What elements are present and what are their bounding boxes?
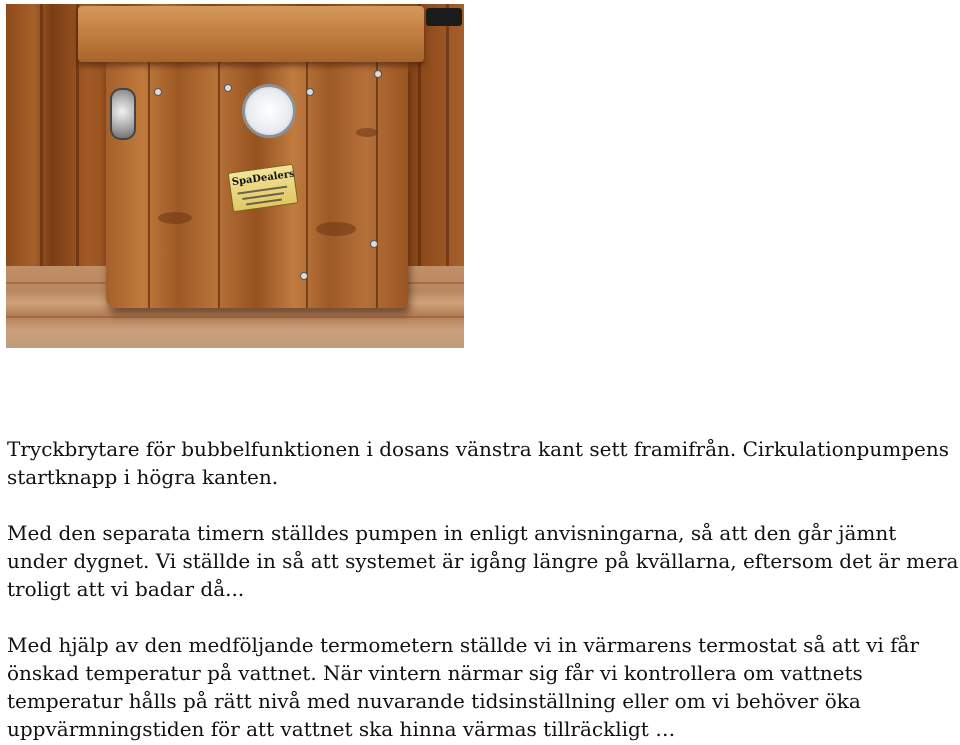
wall-board-seam	[446, 4, 449, 274]
nameplate-fineprint	[246, 199, 282, 206]
wood-knot	[158, 212, 192, 224]
wall-clip	[426, 8, 462, 26]
screw	[374, 70, 382, 78]
screw	[306, 88, 314, 96]
caption-paragraph	[7, 435, 959, 491]
wood-knot	[356, 128, 378, 137]
nameplate-brand: SpaDealers	[231, 168, 296, 189]
pump-start-button	[242, 84, 296, 138]
body-paragraph	[7, 631, 959, 743]
hot-tub-control-box-photo	[6, 4, 464, 348]
box-board-seam	[148, 62, 150, 308]
box-board-seam	[218, 62, 220, 308]
bubble-pressure-switch	[110, 88, 136, 140]
screw	[154, 88, 162, 96]
wall-board-seam	[40, 4, 43, 274]
deck-board-seam	[6, 316, 464, 318]
body-text: Med hjälp av den medföljande termometern ställde vi in värmarens termostat så att vi får önskad temperatur på vattnet. När vintern närmar sig får vi kontrollera om vattnets temperatur hålls på rätt nivå med nuvarande tidsinställning eller om vi behöver öka uppvärmningstiden för att vattnet ska hinna värmas tillräckligt …	[7, 633, 920, 741]
caption-text: Tryckbrytare för bubbelfunktionen i dosans vänstra kant sett framifrån. Cirkulationpumpens startknapp i högra kanten.	[7, 437, 949, 489]
screw	[300, 272, 308, 280]
spadealers-nameplate	[228, 164, 299, 213]
screw	[224, 84, 232, 92]
control-box-lid	[78, 6, 424, 62]
body-text: Med den separata timern ställdes pumpen in enligt anvisningarna, så att den går jämnt under dygnet. Vi ställde in så att systemet är igång längre på kvällarna, eftersom det är mera troligt att vi badar då...	[7, 521, 959, 601]
wood-knot	[316, 222, 356, 236]
box-board-seam	[376, 62, 378, 308]
box-board-seam	[306, 62, 308, 308]
control-box	[106, 62, 408, 308]
body-paragraph	[7, 519, 959, 603]
screw	[370, 240, 378, 248]
